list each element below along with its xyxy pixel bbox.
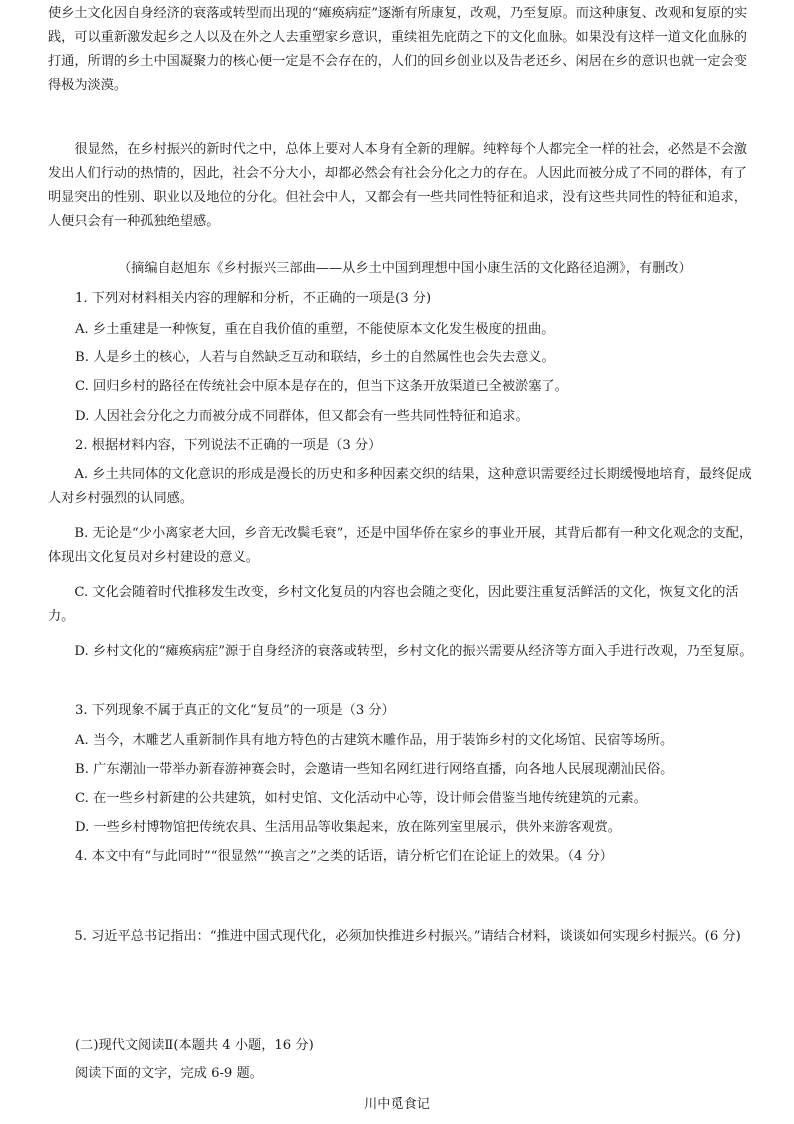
option-b: B. 广东潮汕一带举办新春游神赛会时，会邀请一些知名网红进行网络直播，向各地人民展现潮汕民俗。 <box>75 762 674 777</box>
option-c: C. 文化会随着时代推移发生改变，乡村文化复员的内容也会随之变化，因此要注重复活鲜活的文化，恢复文化的活力。 <box>48 585 739 624</box>
question-4-stem: 4. 本文中有“与此同时”“很显然”“换言之”之类的话语，请分析它们在论证上的效果。（4 分） <box>75 849 613 864</box>
question-stem: 1. 下列对材料相关内容的理解和分析，不正确的一项是(3 分) <box>75 291 432 306</box>
section-heading: (二)现代文阅读Ⅱ(本题共 4 小题，16 分) <box>75 1038 314 1053</box>
option-b: B. 无论是“少小离家老大回，乡音无改鬓毛衰”，还是中国华侨在家乡的事业开展，其背后都有一种文化观念的支配，体现出文化复员对乡村建设的意义。 <box>48 526 753 565</box>
option-d: D. 人因社会分化之力而被分成不同群体，但又都会有一些共同性特征和追求。 <box>75 409 529 424</box>
option-a: A. 当今，木雕艺人重新制作具有地方特色的古建筑木雕作品，用于装饰乡村的文化场馆、民宿等场所。 <box>75 733 674 748</box>
option-d: D. 乡村文化的“瘫痪病症”源于自身经济的衰落或转型，乡村文化的振兴需要从经济等方面入手进行改观，乃至复原。 <box>74 644 753 659</box>
option-a: A. 乡土共同体的文化意识的形成是漫长的历史和多种因素交织的结果，这种意识需要经过长期缓慢地培育，最终促成人对乡村强烈的认同感。 <box>48 467 752 506</box>
passage-paragraph: 很显然，在乡村振兴的新时代之中，总体上要对人本身有全新的理解。纯粹每个人都完全一样的社会，必然是不会激发出人们行动的热情的，因此，社会不分大小，却都必然会有社会分化之力的存在。人因此而被分成了不同的群体，有了明显突出的性别、职业以及地位的分化。但社会中人，又都会有一些共同性特征和追求，没有这些共同性的特征和追求，人便只会有一种孤独绝望感。 <box>48 142 747 229</box>
question-stem: 2. 根据材料内容，下列说法不正确的一项是（3 分） <box>75 438 382 453</box>
question-5-stem: 5. 习近平总书记指出：“推进中国式现代化，必须加快推进乡村振兴。”请结合材料，谈谈如何实现乡村振兴。(6 分) <box>74 929 741 944</box>
section-instruction: 阅读下面的文字，完成 6-9 题。 <box>75 1066 263 1081</box>
option-b: B. 人是乡土的核心，人若与自然缺乏互动和联结，乡土的自然属性也会失去意义。 <box>75 350 555 365</box>
option-d: D. 一些乡村博物馆把传统农具、生活用品等收集起来，放在陈列室里展示，供外来游客观赏。 <box>75 820 621 835</box>
option-a: A. 乡土重建是一种恢复，重在自我价值的重塑，不能使原本文化发生极度的扭曲。 <box>75 322 555 337</box>
option-c: C. 回归乡村的路径在传统社会中原本是存在的，但当下这条开放渠道已全被淤塞了。 <box>75 379 568 394</box>
reading-text-title: 川中觅食记 <box>364 1097 430 1112</box>
question-stem: 3. 下列现象不属于真正的文化“复员”的一项是（3 分） <box>75 703 395 718</box>
source-citation: （摘编自赵旭东《乡村振兴三部曲——从乡土中国到理想中国小康生活的文化路径追溯》，有删改） <box>118 261 692 276</box>
passage-paragraph: 使乡土文化因自身经济的衰落或转型而出现的“瘫痪病症”逐渐有所康复，改观，乃至复原。而这种康复、改观和复原的实践，可以重新激发起乡之人以及在外之人去重塑家乡意识，重续祖先庇荫之下的文化血脉。如果没有这样一道文化血脉的打通，所谓的乡土中国凝聚力的核心便一定是不会存在的，人们的回乡创业以及告老还乡、闲居在乡的意识也就一定会变得极为淡漠。 <box>48 6 748 93</box>
option-c: C. 在一些乡村新建的公共建筑，如村史馆、文化活动中心等，设计师会借鉴当地传统建筑的元素。 <box>75 791 647 806</box>
